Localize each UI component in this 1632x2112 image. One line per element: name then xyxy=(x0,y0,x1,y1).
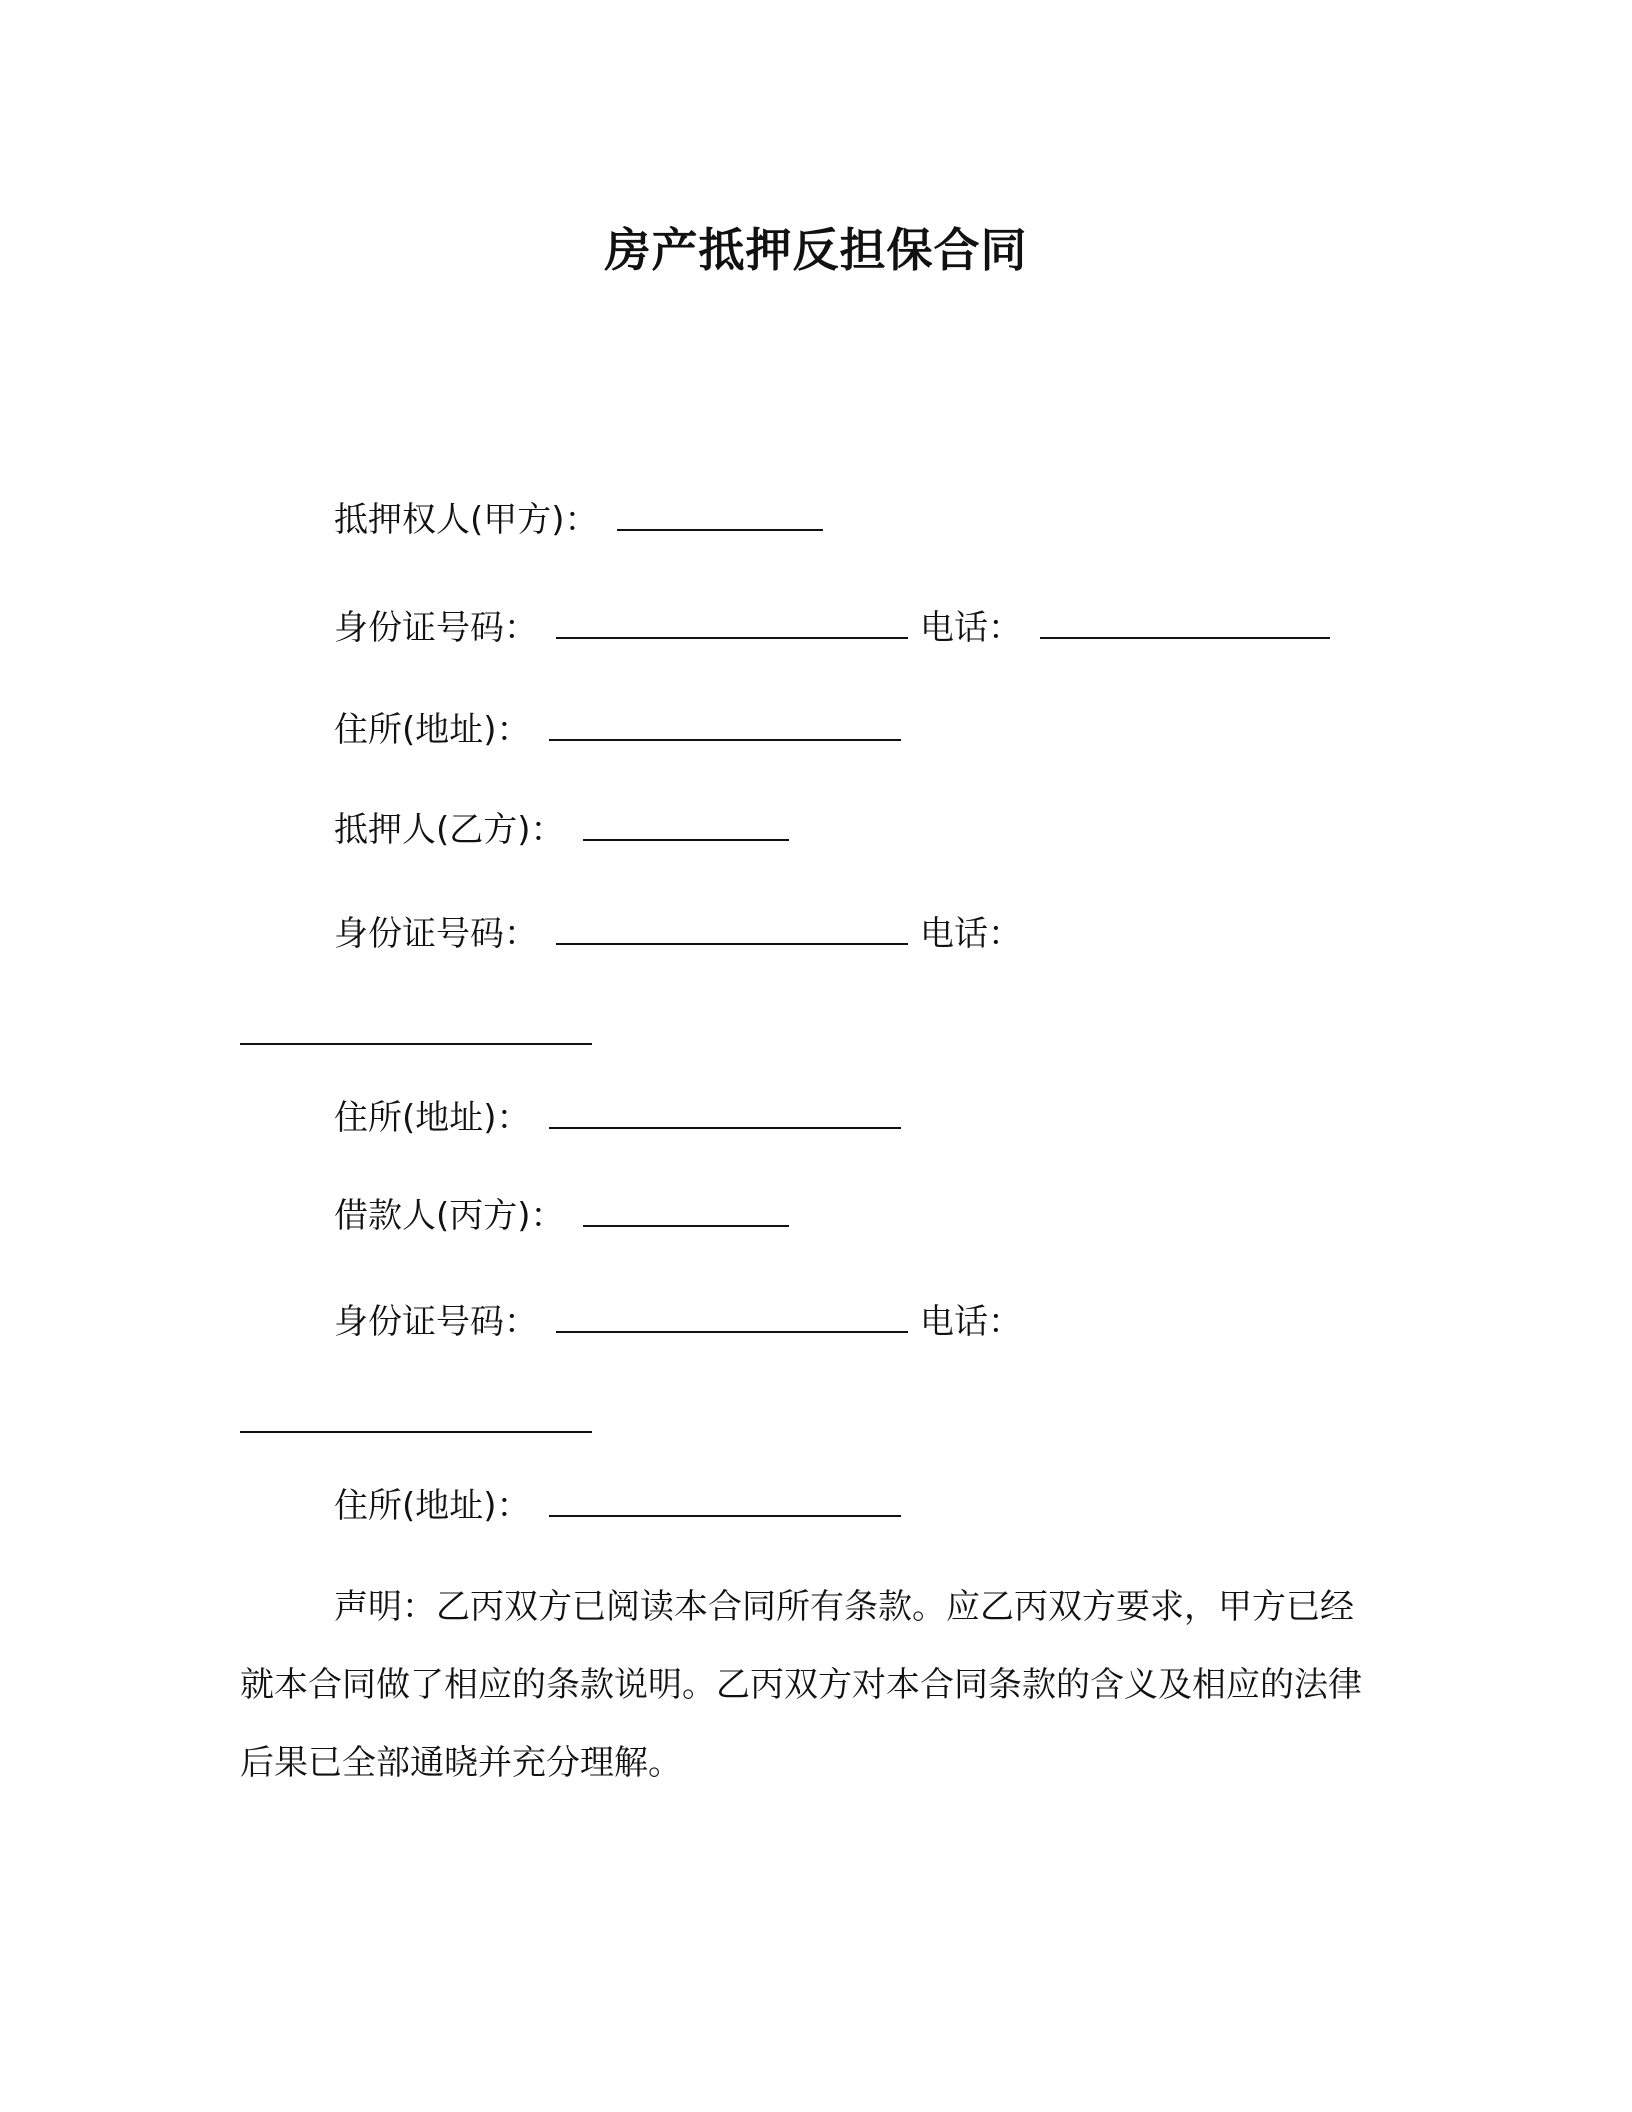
party-c-phone-row xyxy=(240,1400,592,1444)
party-a-phone-label: 电话： xyxy=(920,608,1022,648)
party-b-address-blank xyxy=(549,1097,901,1129)
party-a-address-label: 住所(地址)： xyxy=(334,710,531,750)
party-b-id-blank xyxy=(556,913,908,945)
party-a-id-blank xyxy=(556,607,908,639)
party-b-address-row xyxy=(334,1096,901,1140)
party-c-phone-label: 电话： xyxy=(920,1302,1022,1342)
party-b-name-blank xyxy=(583,809,789,841)
party-a-phone-blank xyxy=(1040,607,1330,639)
party-b-role-row xyxy=(334,808,789,852)
party-a-id-row xyxy=(334,606,1330,650)
page-title: 房产抵押反担保合同 xyxy=(604,223,1028,277)
party-c-phone-blank xyxy=(240,1401,592,1433)
party-a-id-label: 身份证号码： xyxy=(334,608,538,648)
party-c-address-blank xyxy=(549,1485,901,1517)
party-b-id-label: 身份证号码： xyxy=(334,914,538,954)
party-b-phone-row xyxy=(240,1012,592,1056)
party-a-role-row xyxy=(334,498,823,542)
party-a-address-row xyxy=(334,708,901,752)
party-c-id-row xyxy=(334,1300,1022,1344)
party-c-id-label: 身份证号码： xyxy=(334,1302,538,1342)
party-b-id-row xyxy=(334,912,1022,956)
party-c-address-label: 住所(地址)： xyxy=(334,1486,531,1526)
party-c-id-blank xyxy=(556,1301,908,1333)
party-a-name-blank xyxy=(617,499,823,531)
party-a-role-label: 抵押权人(甲方)： xyxy=(334,500,599,540)
party-c-role-row xyxy=(334,1194,789,1238)
party-b-address-label: 住所(地址)： xyxy=(334,1098,531,1138)
party-b-role-label: 抵押人(乙方)： xyxy=(334,810,565,850)
party-c-role-label: 借款人(丙方)： xyxy=(334,1196,565,1236)
party-b-phone-label: 电话： xyxy=(920,914,1022,954)
party-c-address-row xyxy=(334,1484,901,1528)
statement-paragraph: 声明：乙丙双方已阅读本合同所有条款。应乙丙双方要求，甲方已经就本合同做了相应的条款说明。乙丙双方对本合同条款的含义及相应的法律后果已全部通晓并充分理解。 xyxy=(240,1587,1362,1783)
party-b-phone-blank xyxy=(240,1013,592,1045)
party-a-address-blank xyxy=(549,709,901,741)
party-c-name-blank xyxy=(583,1195,789,1227)
